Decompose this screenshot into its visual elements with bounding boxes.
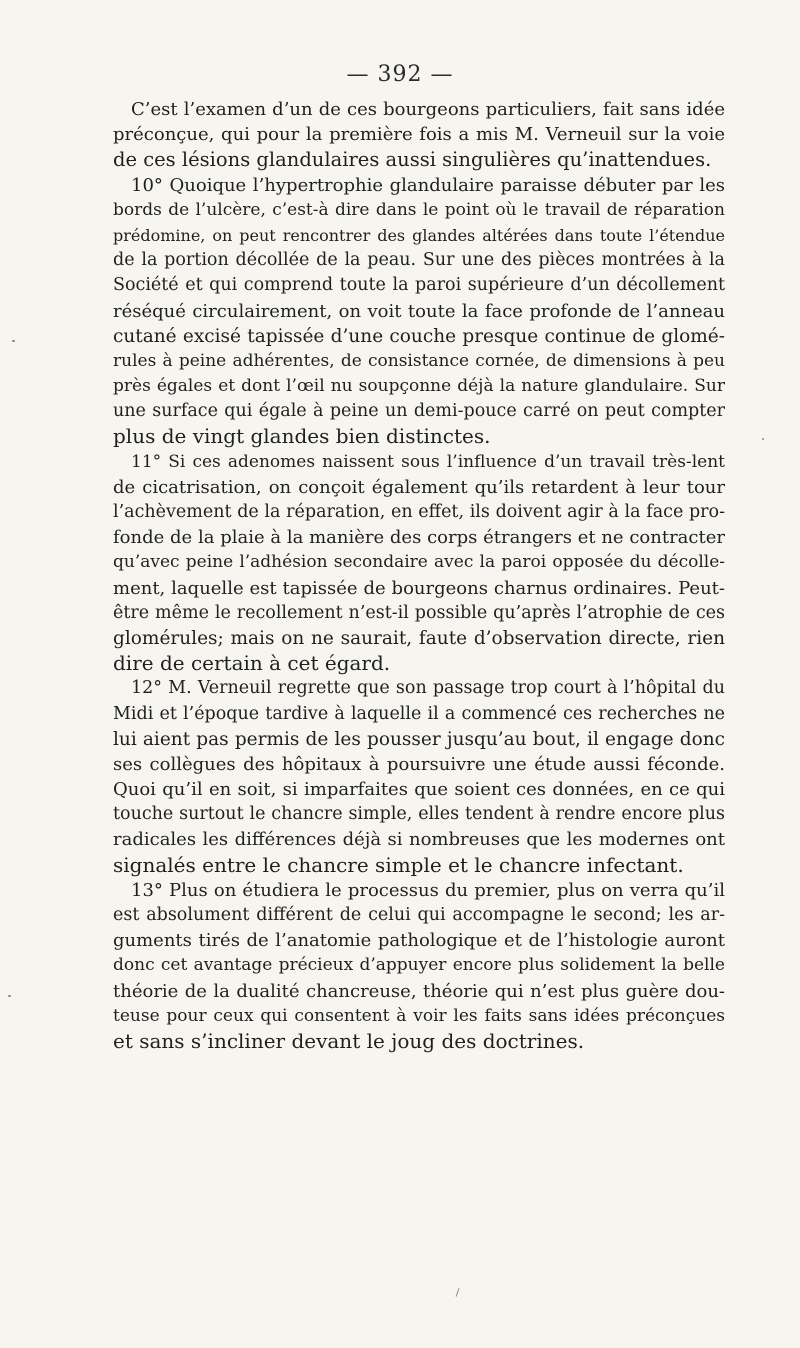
text-line: de ces lésions glandulaires aussi singulières qu’inattendues. <box>113 148 712 172</box>
text-line: de la portion décollée de la peau. Sur une des pièces montrées à la <box>113 250 725 271</box>
body-text <box>113 97 725 1054</box>
scan-speck <box>12 340 15 342</box>
text-line: plus de vingt glandes bien distinctes. <box>113 424 491 449</box>
text-line: Midi et l’époque tardive à laquelle il a commencé ces recherches ne <box>113 703 725 724</box>
text-line: être même le recollement n’est-il possible qu’après l’atrophie de ces <box>113 602 725 623</box>
text-line: C’est l’examen d’un de ces bourgeons particuliers, fait sans idée <box>131 99 725 120</box>
text-line: réséqué circulairement, on voit toute la face profonde de l’anneau <box>113 300 725 322</box>
text-line: rules à peine adhérentes, de consistance cornée, de dimensions à peu <box>113 350 725 371</box>
text-line: radicales les différences déjà si nombreuses que les modernes ont <box>113 829 725 851</box>
text-line: Quoi qu’il en soit, si imparfaites que soient ces données, en ce qui <box>113 779 725 801</box>
scan-speck <box>455 1288 459 1297</box>
text-line: touche surtout le chancre simple, elles tendent à rendre encore plus <box>113 804 725 825</box>
text-line: donc cet avantage précieux d’appuyer encore plus solidement la belle <box>113 955 725 976</box>
text-line: lui aient pas permis de les pousser jusqu’au bout, il engage donc <box>113 728 725 750</box>
text-line: cutané excisé tapissée d’une couche presque continue de glomé- <box>113 325 725 347</box>
text-line: l’achèvement de la réparation, en effet, ils doivent agir à la face pro- <box>113 502 725 522</box>
text-line: de cicatrisation, on conçoit également qu’ils retardent à leur tour <box>113 476 725 498</box>
scan-speck <box>8 995 11 997</box>
text-line: bords de l’ulcère, c’est-à dire dans le point où le travail de réparation <box>113 199 725 220</box>
text-line: signalés entre le chancre simple et le chancre infectant. <box>113 852 684 877</box>
text-line: ses collègues des hôpitaux à poursuivre une étude aussi féconde. <box>113 753 725 775</box>
text-line: fonde de la plaie à la manière des corps étrangers et ne contracter <box>113 527 725 549</box>
text-line: une surface qui égale à peine un demi-pouce carré on peut compter <box>113 401 725 422</box>
text-line: prédomine, on peut rencontrer des glandes altérées dans toute l’étendue <box>113 225 725 245</box>
text-line: théorie de la dualité chancreuse, théorie qui n’est plus guère dou- <box>113 980 725 1002</box>
text-line: 10° Quoique l’hypertrophie glandulaire paraisse débuter par les <box>131 174 725 196</box>
text-line: 13° Plus on étudiera le processus du premier, plus on verra qu’il <box>131 879 725 901</box>
text-line: près égales et dont l’œil nu soupçonne déjà la nature glandulaire. Sur <box>113 376 725 397</box>
text-line: 12° M. Verneuil regrette que son passage trop court à l’hôpital du <box>131 678 725 699</box>
text-line: teuse pour ceux qui consentent à voir les faits sans idées préconçues <box>113 1005 725 1026</box>
text-line: ment, laquelle est tapissée de bourgeons charnus ordinaires. Peut- <box>113 577 725 599</box>
text-line: qu’avec peine l’adhésion secondaire avec la paroi opposée du décolle- <box>113 552 725 573</box>
text-line: guments tirés de l’anatomie pathologique et de l’histologie auront <box>113 930 725 952</box>
text-line: glomérules; mais on ne saurait, faute d’observation directe, rien <box>113 627 725 649</box>
scan-speck <box>762 438 764 440</box>
page-number: — 392 — <box>346 62 454 87</box>
text-line: dire de certain à cet égard. <box>113 651 391 676</box>
text-line: et sans s’incliner devant le joug des doctrines. <box>113 1028 585 1053</box>
text-line: préconçue, qui pour la première fois a mis M. Verneuil sur la voie <box>113 124 725 146</box>
text-line: Société et qui comprend toute la paroi supérieure d’un décollement <box>113 275 725 296</box>
text-line: 11° Si ces adenomes naissent sous l’influence d’un travail très-lent <box>131 451 725 472</box>
text-line: est absolument différent de celui qui accompagne le second; les ar- <box>113 905 725 925</box>
